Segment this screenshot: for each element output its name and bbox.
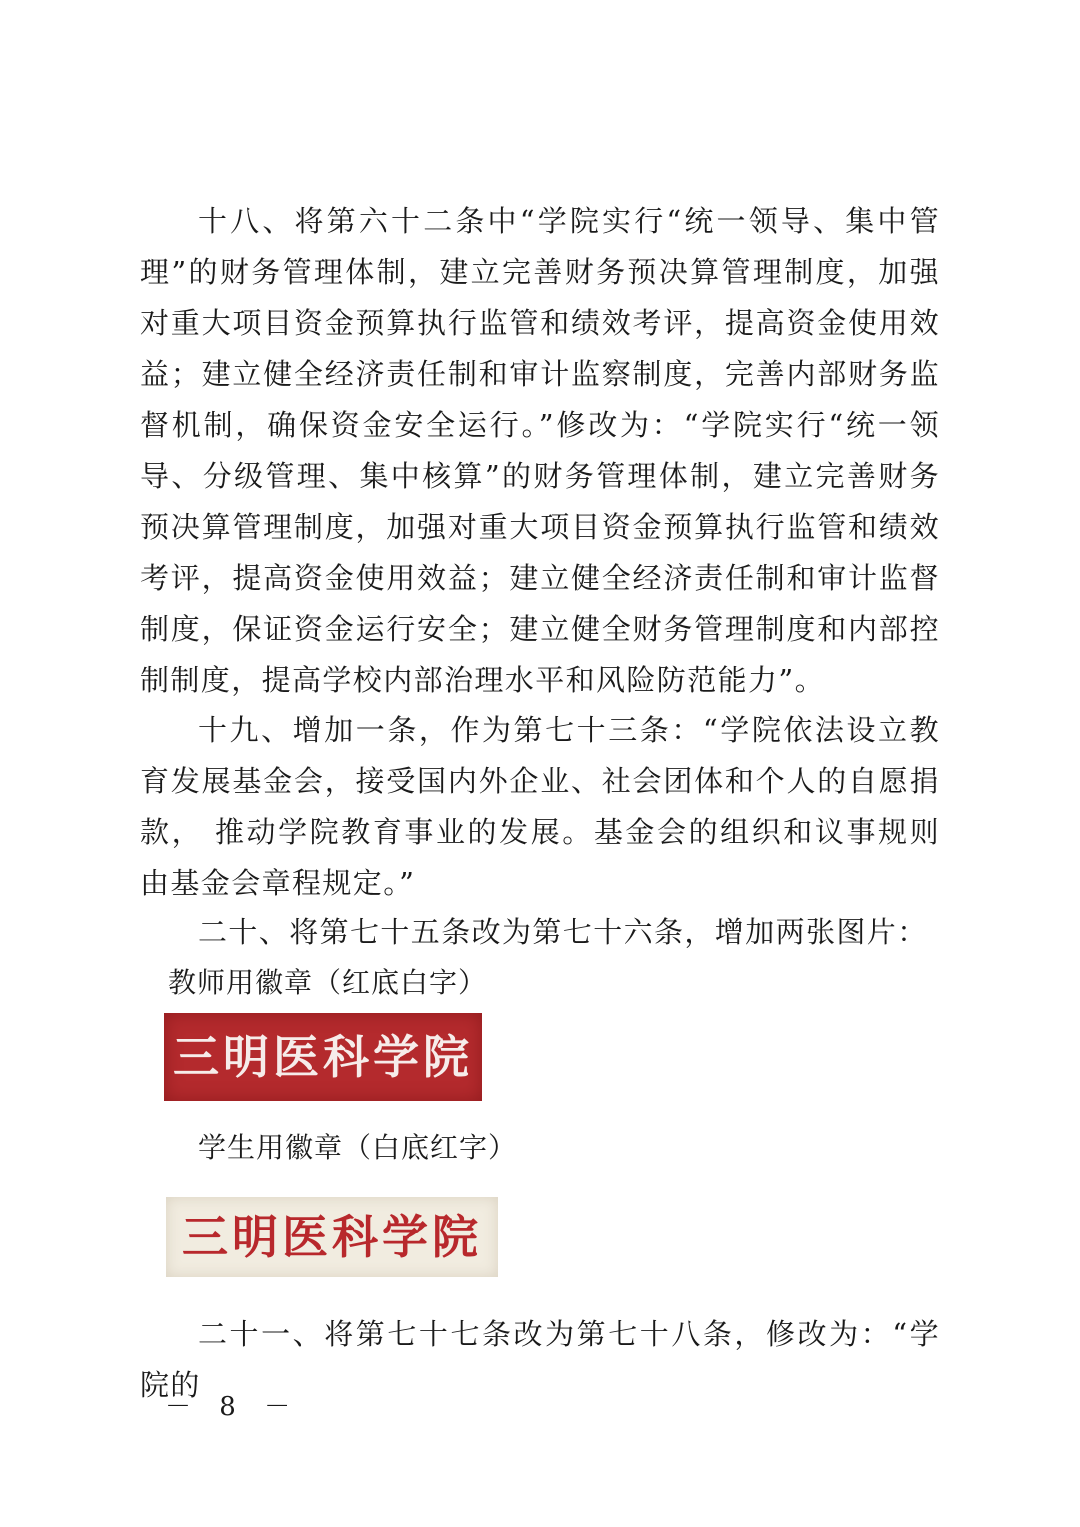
student-badge-image (166, 1197, 498, 1277)
article-19-paragraph: 十九、增加一条，作为第七十三条：“学院依法设立教育发展基金会，接受国内外企业、社会团体和个人的自愿捐款， 推动学院教育事业的发展。基金会的组织和议事规则由基金会章程规定。” (140, 713, 940, 900)
teacher-badge-image (164, 1013, 482, 1101)
svg-text:三明医科学院: 三明医科学院 (173, 1030, 473, 1084)
svg-text:三明医科学院: 三明医科学院 (182, 1210, 482, 1264)
article-20-paragraph: 二十、将第七十五条改为第七十六条，增加两张图片： (198, 915, 928, 949)
teacher-badge-calligraphy (164, 1013, 482, 1101)
student-badge-calligraphy (166, 1197, 498, 1277)
student-badge-caption: 学生用徽章（白底红字） (198, 1131, 518, 1164)
page-number: － 8 － (165, 1392, 301, 1422)
teacher-badge-caption: 教师用徽章（红底白字） (168, 966, 488, 999)
article-21-paragraph: 二十一、将第七十七条改为第七十八条，修改为：“学院的 (140, 1317, 940, 1402)
article-18-paragraph: 十八、将第六十二条中“学院实行“统一领导、集中管理”的财务管理体制，建立完善财务预决算管理制度，加强对重大项目资金预算执行监管和绩效考评，提高资金使用效益；建立健全经济责任制和审计监察制度，完善内部财务监督机制，确保资金安全运行。”修改为：“学院实行“统一领导、分级管理、集中核算”的财务管理体制，建立完善财务预决算管理制度，加强对重大项目资金预算执行监管和绩效考评，提高资金使用效益；建立健全经济责任制和审计监督制度，保证资金运行安全；建立健全财务管理制度和内部控制制度，提高学校内部治理水平和风险防范能力”。 (140, 204, 940, 697)
